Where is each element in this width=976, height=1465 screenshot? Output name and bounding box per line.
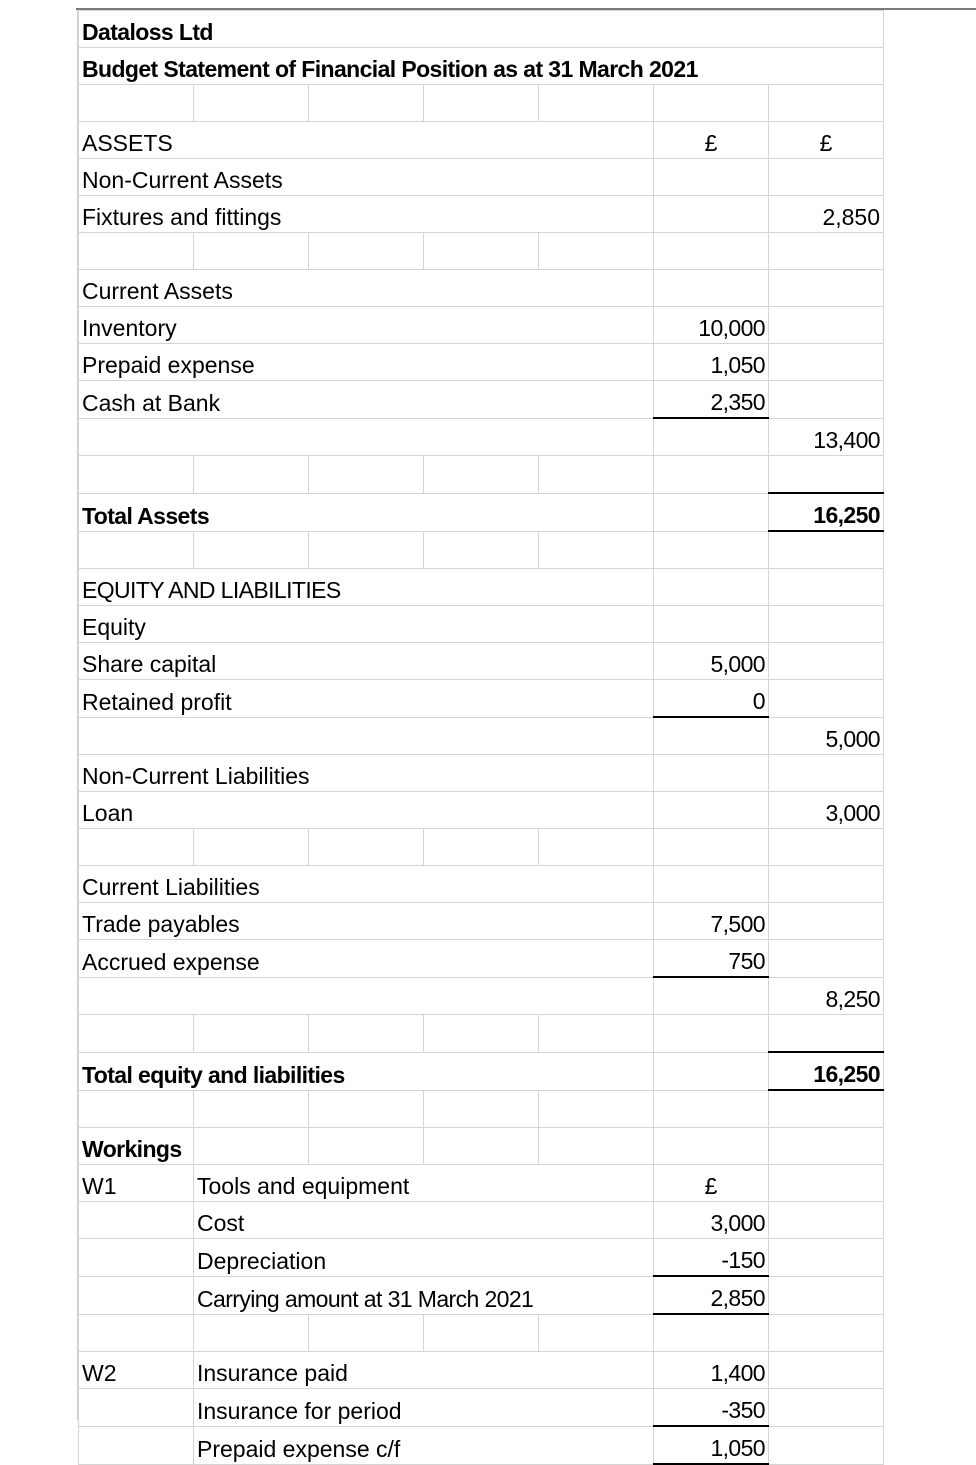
assets-heading[interactable]: ASSETS bbox=[79, 122, 654, 159]
inventory-label[interactable]: Inventory bbox=[79, 307, 654, 344]
w1-cost-value[interactable]: 3,000 bbox=[654, 1202, 769, 1239]
row-title bbox=[79, 48, 884, 85]
total-equity-liabilities-value[interactable]: 16,250 bbox=[769, 1052, 884, 1090]
row-blank bbox=[79, 829, 884, 866]
retained-profit-label[interactable]: Retained profit bbox=[79, 680, 654, 718]
row-el-heading bbox=[79, 569, 884, 606]
w2-paid-label[interactable]: Insurance paid bbox=[194, 1352, 654, 1389]
equity-total[interactable]: 5,000 bbox=[769, 717, 884, 755]
total-assets-value[interactable]: 16,250 bbox=[769, 493, 884, 531]
row-total-el bbox=[79, 1052, 884, 1090]
fixtures-label[interactable]: Fixtures and fittings bbox=[79, 196, 654, 233]
row-cash bbox=[79, 381, 884, 419]
w2-prepaid-value[interactable]: 1,050 bbox=[654, 1426, 769, 1464]
row-w1-dep bbox=[79, 1239, 884, 1277]
row-blank bbox=[79, 531, 884, 569]
prepaid-label[interactable]: Prepaid expense bbox=[79, 344, 654, 381]
row-nca-heading bbox=[79, 159, 884, 196]
share-capital-label[interactable]: Share capital bbox=[79, 643, 654, 680]
accrued-expense-label[interactable]: Accrued expense bbox=[79, 940, 654, 978]
row-retained bbox=[79, 680, 884, 718]
w2-prepaid-label[interactable]: Prepaid expense c/f bbox=[194, 1426, 654, 1464]
row-blank bbox=[79, 1090, 884, 1128]
row-total-assets bbox=[79, 493, 884, 531]
statement-title[interactable]: Budget Statement of Financial Position as at 31 March 2021 bbox=[79, 48, 884, 85]
row-equity-heading bbox=[79, 606, 884, 643]
row-w1-title bbox=[79, 1165, 884, 1202]
row-blank bbox=[79, 233, 884, 270]
row-w2-paid bbox=[79, 1352, 884, 1389]
share-capital-value[interactable]: 5,000 bbox=[654, 643, 769, 680]
w1-ref[interactable]: W1 bbox=[79, 1165, 194, 1202]
row-w1-ca bbox=[79, 1276, 884, 1314]
row-accrued bbox=[79, 940, 884, 978]
cash-label[interactable]: Cash at Bank bbox=[79, 381, 654, 419]
row-blank bbox=[79, 1015, 884, 1053]
row-equity-total bbox=[79, 717, 884, 755]
inventory-value[interactable]: 10,000 bbox=[654, 307, 769, 344]
current-liabilities-total[interactable]: 8,250 bbox=[769, 977, 884, 1015]
row-blank bbox=[79, 85, 884, 122]
equity-heading[interactable]: Equity bbox=[79, 606, 654, 643]
w2-ref[interactable]: W2 bbox=[79, 1352, 194, 1389]
statement-grid bbox=[78, 10, 884, 1465]
row-cl-total bbox=[79, 977, 884, 1015]
prepaid-value[interactable]: 1,050 bbox=[654, 344, 769, 381]
currency-col1[interactable]: £ bbox=[654, 122, 769, 159]
row-blank bbox=[79, 1314, 884, 1352]
non-current-liabilities-heading[interactable]: Non-Current Liabilities bbox=[79, 755, 654, 792]
w1-carrying-amount-value[interactable]: 2,850 bbox=[654, 1276, 769, 1314]
row-inventory bbox=[79, 307, 884, 344]
loan-label[interactable]: Loan bbox=[79, 792, 654, 829]
fixtures-value[interactable]: 2,850 bbox=[769, 196, 884, 233]
row-workings-heading bbox=[79, 1128, 884, 1165]
loan-value[interactable]: 3,000 bbox=[769, 792, 884, 829]
w1-carrying-amount-label[interactable]: Carrying amount at 31 March 2021 bbox=[194, 1276, 654, 1314]
cash-value[interactable]: 2,350 bbox=[654, 381, 769, 419]
row-w2-prepaid bbox=[79, 1426, 884, 1464]
w2-period-value[interactable]: -350 bbox=[654, 1389, 769, 1427]
w1-depreciation-value[interactable]: -150 bbox=[654, 1239, 769, 1277]
total-assets-label[interactable]: Total Assets bbox=[79, 493, 654, 531]
w2-paid-value[interactable]: 1,400 bbox=[654, 1352, 769, 1389]
row-ca-total bbox=[79, 418, 884, 456]
w1-currency[interactable]: £ bbox=[654, 1165, 769, 1202]
currency-col2[interactable]: £ bbox=[769, 122, 884, 159]
non-current-assets-heading[interactable]: Non-Current Assets bbox=[79, 159, 654, 196]
accrued-expense-value[interactable]: 750 bbox=[654, 940, 769, 978]
row-ca-heading bbox=[79, 270, 884, 307]
retained-profit-value[interactable]: 0 bbox=[654, 680, 769, 718]
row-company bbox=[79, 11, 884, 48]
row-ncl-heading bbox=[79, 755, 884, 792]
row-loan bbox=[79, 792, 884, 829]
row-w2-period bbox=[79, 1389, 884, 1427]
row-payables bbox=[79, 903, 884, 940]
w2-period-label[interactable]: Insurance for period bbox=[194, 1389, 654, 1427]
current-liabilities-heading[interactable]: Current Liabilities bbox=[79, 866, 654, 903]
equity-liabilities-heading[interactable]: EQUITY AND LIABILITIES bbox=[79, 569, 654, 606]
w1-depreciation-label[interactable]: Depreciation bbox=[194, 1239, 654, 1277]
w1-cost-label[interactable]: Cost bbox=[194, 1202, 654, 1239]
trade-payables-label[interactable]: Trade payables bbox=[79, 903, 654, 940]
trade-payables-value[interactable]: 7,500 bbox=[654, 903, 769, 940]
row-prepaid bbox=[79, 344, 884, 381]
row-w1-cost bbox=[79, 1202, 884, 1239]
current-assets-total[interactable]: 13,400 bbox=[769, 418, 884, 456]
row-cl-heading bbox=[79, 866, 884, 903]
workings-heading[interactable]: Workings bbox=[79, 1128, 194, 1165]
total-equity-liabilities-label[interactable]: Total equity and liabilities bbox=[79, 1052, 654, 1090]
current-assets-heading[interactable]: Current Assets bbox=[79, 270, 654, 307]
company-name[interactable]: Dataloss Ltd bbox=[79, 11, 884, 48]
row-share-capital bbox=[79, 643, 884, 680]
row-blank bbox=[79, 456, 884, 494]
row-assets-heading bbox=[79, 122, 884, 159]
w1-title[interactable]: Tools and equipment bbox=[194, 1165, 654, 1202]
row-fixtures bbox=[79, 196, 884, 233]
